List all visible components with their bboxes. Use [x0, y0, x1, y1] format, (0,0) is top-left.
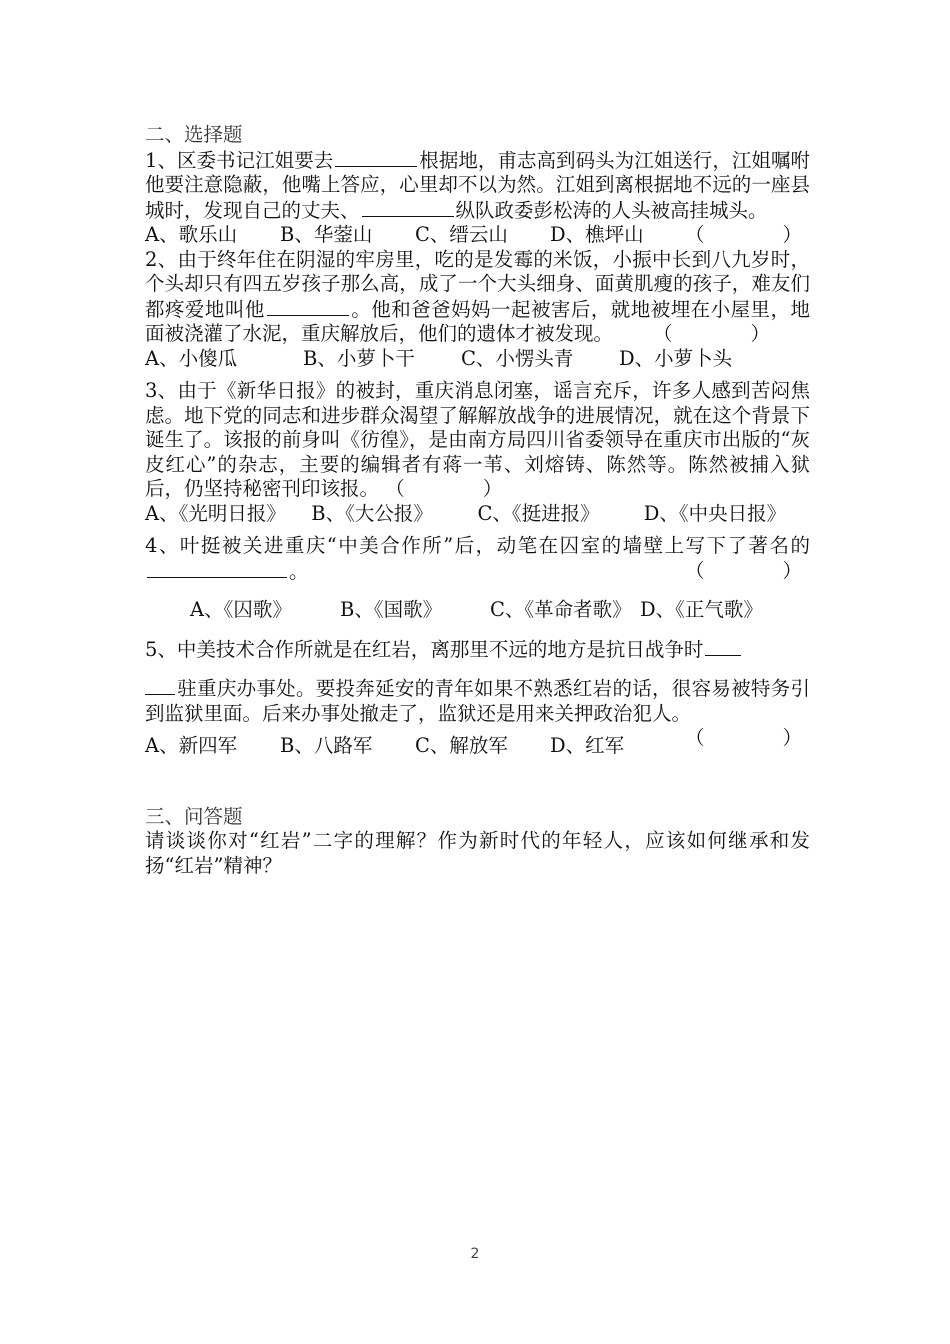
- question-4: 4、叶挺被关进重庆“中美合作所”后，动笔在囚室的墙壁上写下了著名的。 （ ）: [145, 534, 810, 583]
- options-row-1: [145, 223, 685, 248]
- option: B、《大公报》: [311, 501, 433, 525]
- option: A、歌乐山: [145, 223, 238, 246]
- answer-paren: （ ）: [684, 726, 802, 749]
- question-1: 1、区委书记江姐要去 根据地，甫志高到码头为江姐送行，江姐嘱咐他要注意隐蔽，他嘴上答应，心里却不以为然。江姐到离根据地不远的一座县城时，发现自己的丈夫、 纵队政委彭松涛的人头被高挂城头。 （ ）: [145, 148, 810, 246]
- answer-paren: （ ）: [684, 558, 802, 582]
- answer-blank: [267, 297, 349, 316]
- page-number: 2: [470, 1246, 480, 1262]
- option: C、小愣头青: [461, 346, 574, 370]
- option: C、《挺进报》: [477, 501, 600, 525]
- section-heading-choice: 二、选择题: [145, 123, 243, 146]
- option: C、缙云山: [415, 223, 508, 246]
- option: D、《正气歌》: [640, 598, 763, 621]
- answer-paren: （ ）: [684, 223, 802, 246]
- option: A、新四军: [145, 734, 238, 757]
- question-5: 5、中美技术合作所就是在红岩，离那里不远的地方是抗日战争时: [145, 637, 810, 663]
- option: A、《囚歌》: [190, 598, 292, 621]
- option: C、解放军: [415, 734, 508, 757]
- option: C、《革命者歌》: [490, 598, 632, 621]
- answer-blank: [145, 676, 175, 695]
- answer-blank: [362, 198, 454, 217]
- option: B、《国歌》: [340, 598, 443, 621]
- option: D、红军: [550, 734, 625, 757]
- option: D、小萝卜头: [619, 346, 733, 370]
- options-row-2: [145, 347, 810, 372]
- answer-blank: [335, 148, 417, 167]
- options-row-5: [145, 734, 685, 759]
- answer-blank: [705, 637, 741, 656]
- answer-paren: （ ）: [652, 322, 770, 345]
- option: A、《光明日报》: [145, 501, 286, 525]
- answer-blank: [147, 559, 287, 578]
- options-row-3: [145, 502, 810, 527]
- option: B、小萝卜干: [303, 346, 415, 370]
- option: D、《中央日报》: [643, 501, 787, 525]
- option: D、樵坪山: [550, 223, 644, 246]
- document-body: [145, 123, 810, 878]
- answer-paren: （ ）: [385, 477, 503, 500]
- section-heading-qa: 三、问答题: [145, 804, 243, 828]
- question-2: 2、由于终年住在阴湿的牢房里，吃的是发霉的米饭，小振中长到八九岁时，个头却只有四五岁孩子那么高，成了一个大头细身、面黄肌瘦的孩子，难友们都疼爱地叫他 。他和爸爸妈妈一起被害后，就地被埋在小屋里，地面被浇灌了水泥，重庆解放后，他们的遗体才被发现。 （ ）: [145, 247, 810, 345]
- options-row-4: [145, 598, 810, 623]
- option: A、小傻瓜: [145, 346, 238, 370]
- option: B、华蓥山: [280, 223, 373, 246]
- option: B、八路军: [280, 734, 373, 757]
- question-3: 3、由于《新华日报》的被封，重庆消息闭塞，谣言充斥，许多人感到苦闷焦虑。地下党的同志和进步群众渴望了解解放战争的进展情况，就在这个背景下诞生了。该报的前身叫《彷徨》，是由南方局四川省委领导在重庆市出版的“灰皮红心”的杂志，主要的编辑者有蒋一苇、刘熔铸、陈然等。陈然被捕入狱后，仍坚持秘密刊印该报。 （ ）: [145, 379, 810, 500]
- essay-question: 请谈谈你对“红岩”二字的理解？作为新时代的年轻人，应该如何继承和发扬“红岩”精神？: [145, 829, 810, 877]
- question-5-cont: 驻重庆办事处。要投奔延安的青年如果不熟悉红岩的话，很容易被特务引到监狱里面。后来办事处撤走了，监狱还是用来关押政治犯人。 （ ）: [145, 677, 810, 749]
